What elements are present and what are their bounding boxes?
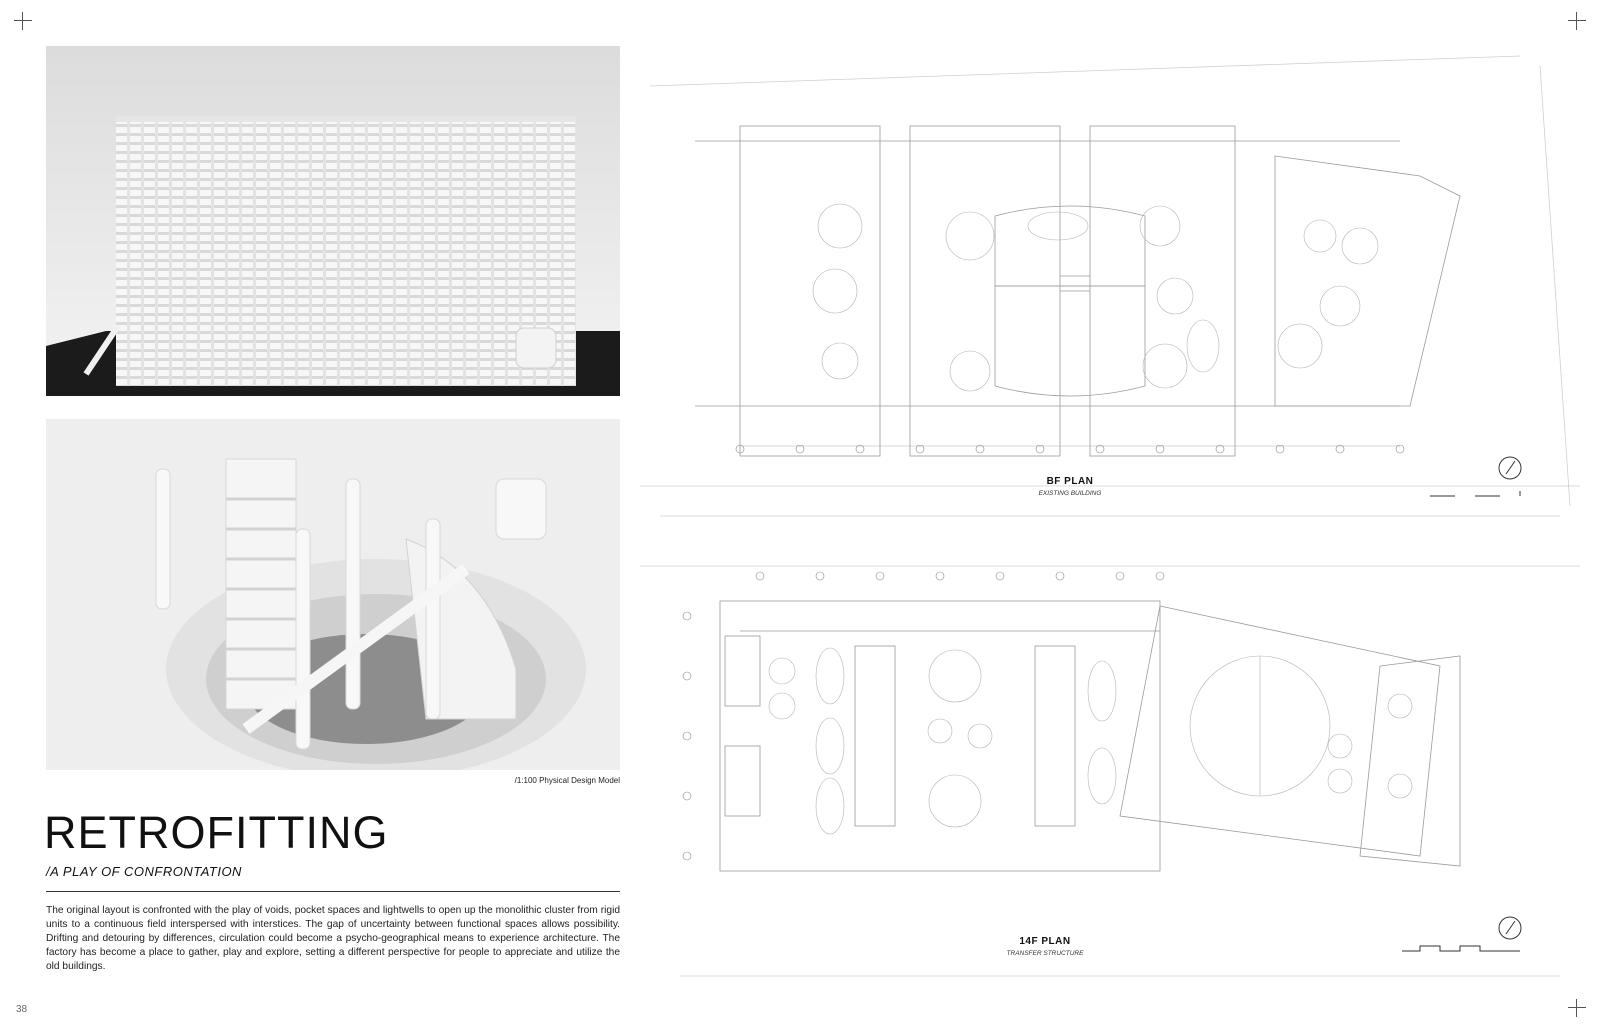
bf-plan-label: BF PLAN: [1046, 476, 1094, 487]
article-subtitle: /A PLAY OF CONFRONTATION: [46, 864, 242, 879]
bf-plan-sublabel: EXISTING BUILDING: [1038, 490, 1102, 497]
title-divider: [46, 891, 620, 892]
photo-caption: /1:100 Physical Design Model: [514, 776, 620, 785]
crop-mark-bottom-right: [1568, 999, 1586, 1017]
14f-plan-label: 14F PLAN: [1019, 936, 1071, 947]
model-photo-elevation: [46, 46, 620, 396]
bf-floor-plan: [640, 46, 1580, 526]
page-number: 38: [16, 1004, 28, 1015]
14f-floor-plan: [640, 556, 1580, 986]
crop-mark-top-left: [14, 12, 32, 30]
model-photo-void: [46, 419, 620, 770]
article-body: The original layout is confronted with the play of voids, pocket spaces and lightwells to open up the monolithic cluster from rigid units to a continuous field interspersed with interstices. The gap of uncertainty between functional spaces allows possibility. Drifting and detouring by differences, circulation could become a psycho-geographical means to experience architecture. The factory has become a place to gather, play and explore, setting a different perspective for people to appreciate and utilize the old buildings.: [46, 905, 620, 972]
crop-mark-top-right: [1568, 12, 1586, 30]
article-title: RETROFITTING: [44, 807, 389, 858]
14f-plan-sublabel: TRANSFER STRUCTURE: [1006, 950, 1084, 957]
